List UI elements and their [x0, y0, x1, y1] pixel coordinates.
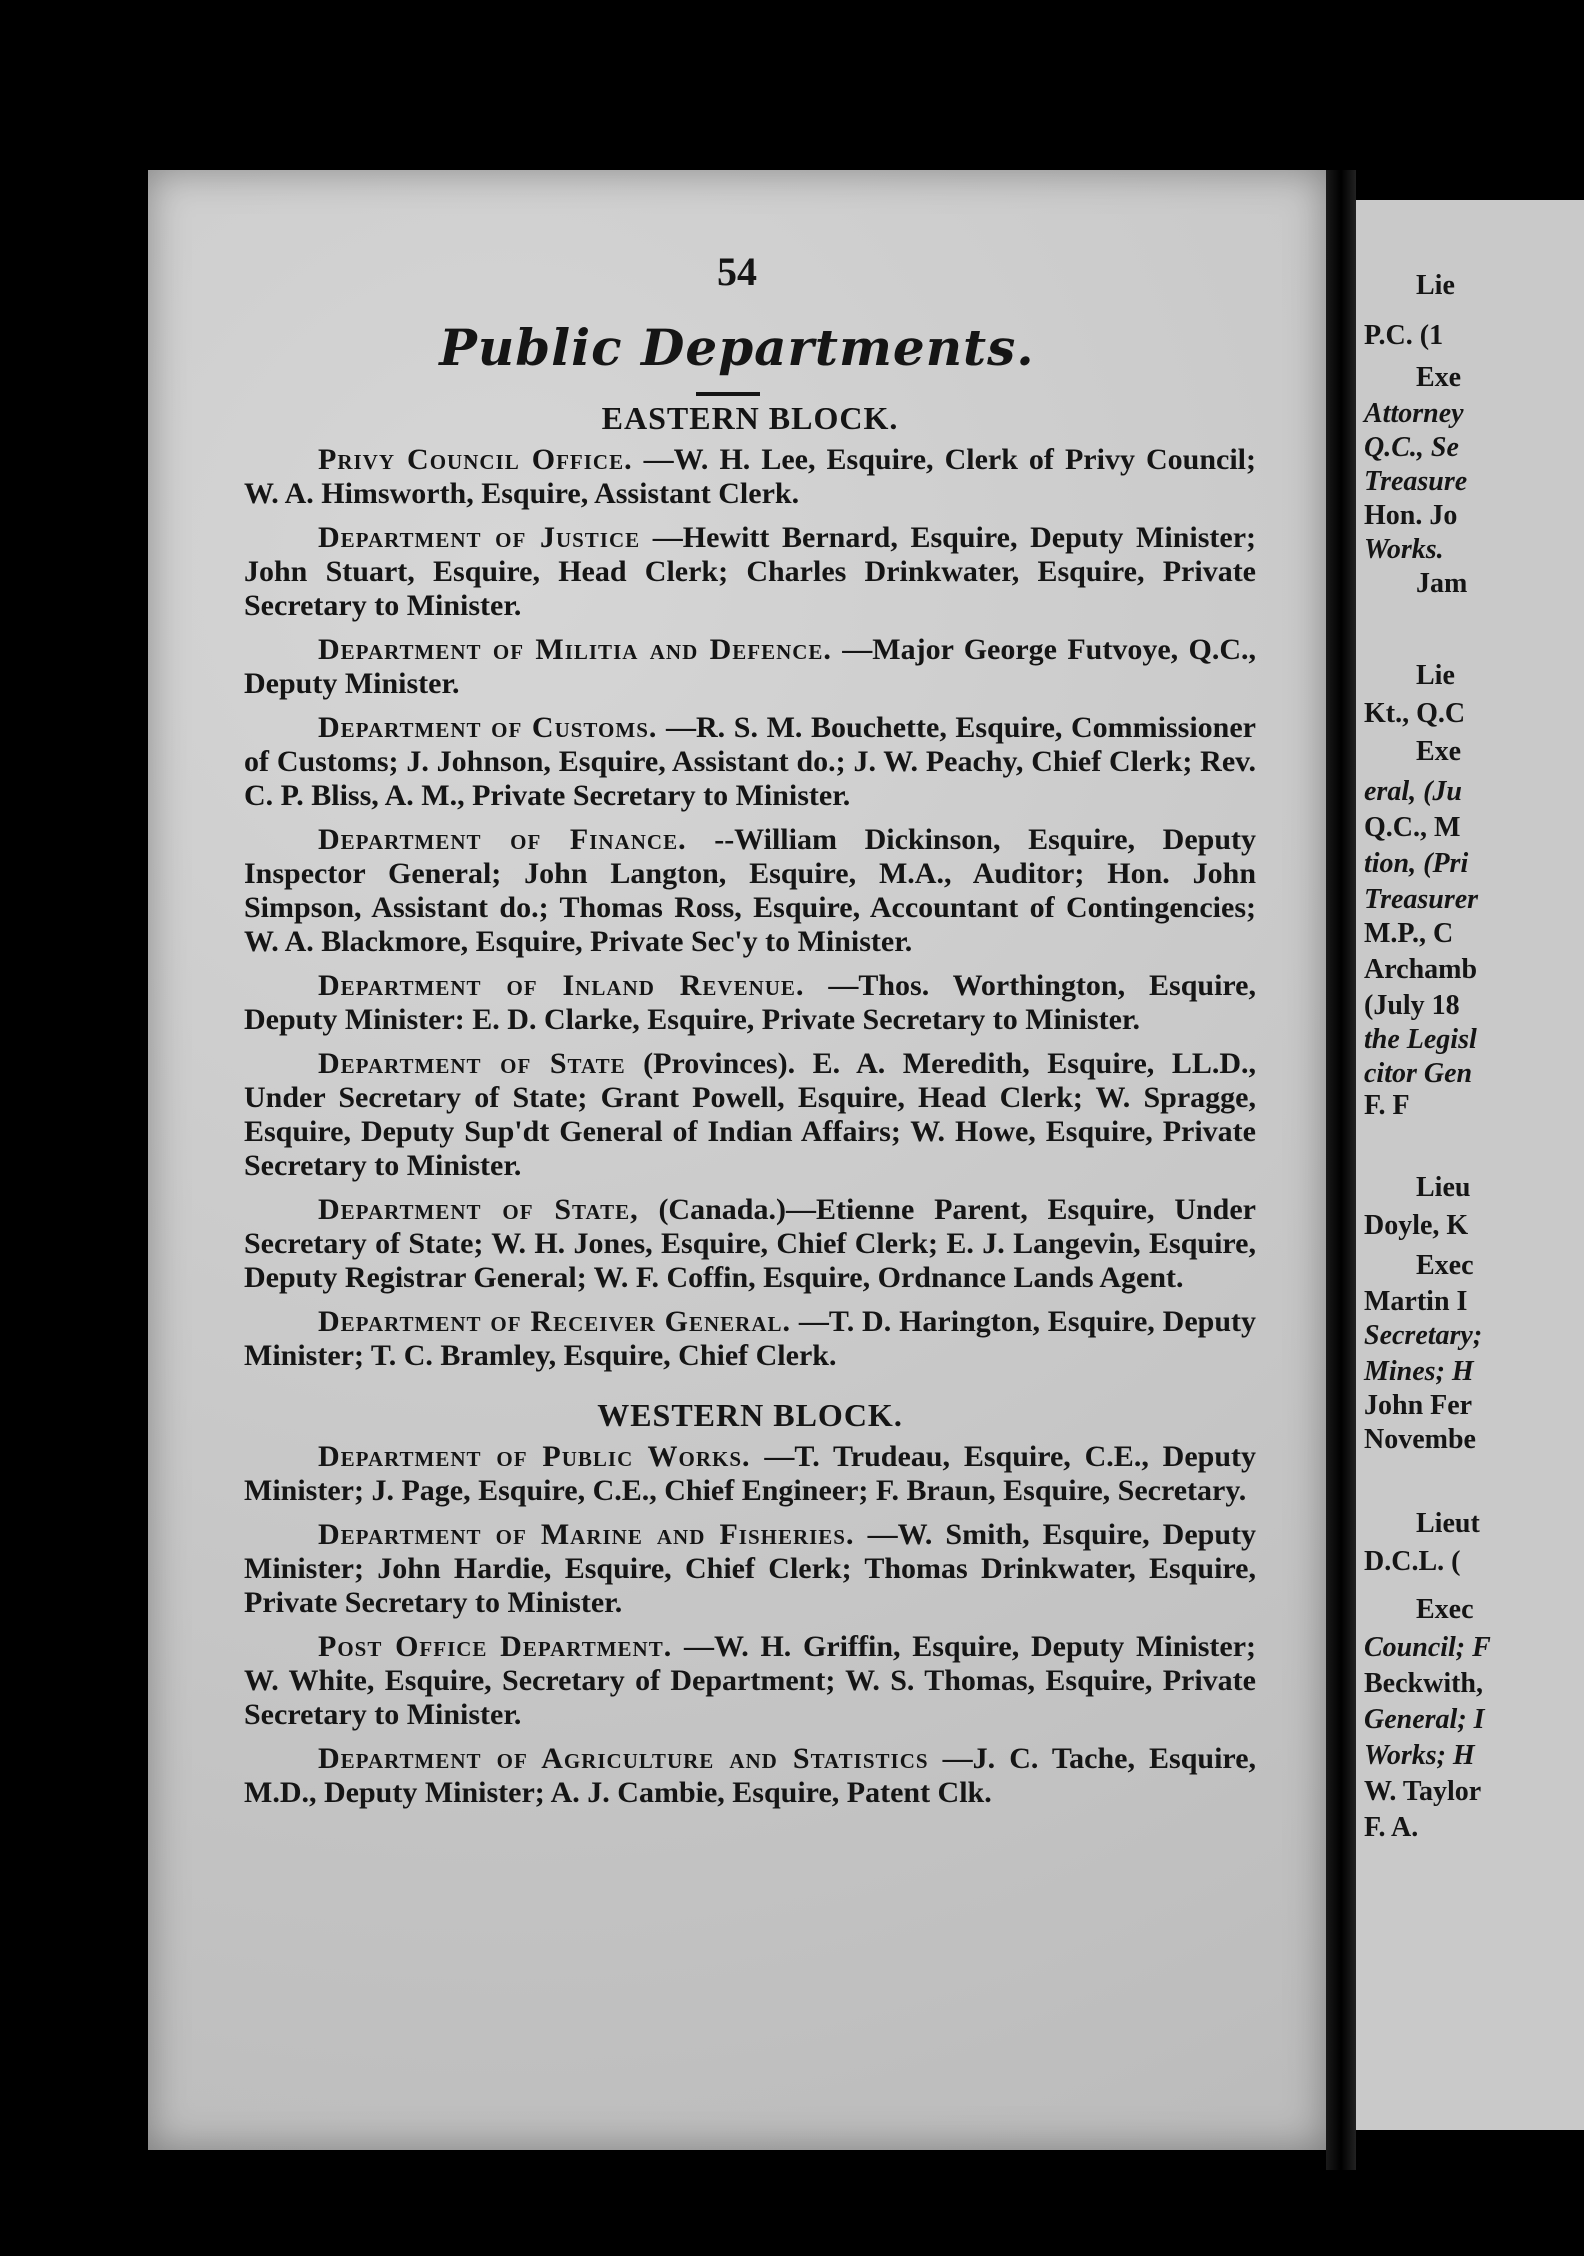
fragment-line: citor Gen: [1364, 1058, 1473, 1089]
fragment-line: P.C. (1: [1364, 320, 1444, 351]
fragment-line: Doyle, K: [1364, 1210, 1469, 1241]
fragment-line: Q.C., Se: [1364, 432, 1459, 463]
department-staff: —T. D. Harington, Esquire, Deputy Minister; T. C. Bramley, Esquire, Chief Clerk.: [244, 1305, 1256, 1372]
department-name: Department of State,: [318, 1193, 639, 1226]
department-staff: —T. Trudeau, Esquire, C.E., Deputy Minister; J. Page, Esquire, C.E., Chief Engineer; F. Braun, Esquire, Secretary.: [244, 1440, 1257, 1507]
department-name: Department of Finance.: [318, 823, 687, 856]
department-entry: [244, 1440, 1256, 1508]
fragment-line: M.P., C: [1364, 918, 1454, 949]
page-heading: Public Departments.: [439, 318, 1035, 377]
department-name: Post Office Department.: [318, 1630, 673, 1663]
fragment-line: Secretary;: [1364, 1320, 1483, 1351]
department-entry: [244, 969, 1256, 1037]
fragment-line: Attorney: [1364, 398, 1464, 429]
fragment-line: Works; H: [1364, 1740, 1475, 1771]
fragment-line: Q.C., M: [1364, 812, 1461, 843]
fragment-line: Martin I: [1364, 1286, 1468, 1317]
fragment-line: Lie: [1416, 270, 1455, 301]
heading-rule: [696, 392, 760, 396]
department-name: Department of Public Works.: [318, 1440, 751, 1473]
department-staff: —Major George Futvoye, Q.C., Deputy Minister.: [244, 633, 1256, 700]
department-staff: (Provinces). E. A. Meredith, Esquire, LL.D., Under Secretary of State; Grant Powell, Esquire, Head Clerk; W. Spragge, Esquire, Deputy Sup'dt General of Indian Affairs; W. Howe, Esquire, Private Secretary to Minister.: [244, 1047, 1257, 1182]
fragment-line: Exe: [1416, 362, 1462, 393]
fragment-line: Exec: [1416, 1594, 1474, 1625]
fragment-line: Lieu: [1416, 1172, 1471, 1203]
fragment-line: F. F: [1364, 1090, 1410, 1121]
department-staff: --William Dickinson, Esquire, Deputy Inspector General; John Langton, Esquire, M.A., Auditor; Hon. John Simpson, Assistant do.; Thomas Ross, Esquire, Accountant of Contingencies; W. A. Blackmore, Esquire, Private Sec'y to Minister.: [244, 823, 1256, 958]
department-name: Department of Marine and Fisheries.: [318, 1518, 855, 1551]
eastern-block-entries: [244, 443, 1256, 1373]
department-entry: [244, 521, 1256, 623]
department-staff: —W. H. Lee, Esquire, Clerk of Privy Council; W. A. Himsworth, Esquire, Assistant Clerk.: [244, 443, 1257, 510]
department-staff: (Canada.)—Etienne Parent, Esquire, Under Secretary of State; W. H. Jones, Esquire, Chief Clerk; E. J. Langevin, Esquire, Deputy Registrar General; W. F. Coffin, Esquire, Ordnance Lands Agent.: [244, 1193, 1256, 1294]
department-staff: —R. S. M. Bouchette, Esquire, Commissioner of Customs; J. Johnson, Esquire, Assistant do.; J. W. Peachy, Chief Clerk; Rev. C. P. Bliss, A. M., Private Secretary to Minister.: [244, 711, 1256, 812]
fragment-line: Archamb: [1364, 954, 1478, 985]
fragment-line: D.C.L. (: [1364, 1546, 1461, 1577]
department-staff: —W. H. Griffin, Esquire, Deputy Minister; W. White, Esquire, Secretary of Department; W. S. Thomas, Esquire, Private Secretary to Minister.: [244, 1630, 1256, 1731]
fragment-line: Hon. Jo: [1364, 500, 1458, 531]
department-name: Department of Customs.: [318, 711, 658, 744]
department-entry: [244, 1742, 1256, 1810]
department-entry: [244, 1193, 1256, 1295]
department-entry: [244, 633, 1256, 701]
fragment-line: John Fer: [1364, 1390, 1473, 1421]
western-block-entries: [244, 1440, 1256, 1810]
fragment-line: eral, (Ju: [1364, 776, 1462, 807]
department-name: Privy Council Office.: [318, 443, 633, 476]
fragment-line: W. Taylor: [1364, 1776, 1482, 1807]
western-block-title: WESTERN BLOCK.: [597, 1397, 903, 1433]
department-name: Department of State: [318, 1047, 626, 1080]
fragment-line: the Legisl: [1364, 1024, 1477, 1055]
fragment-line: Kt., Q.C: [1364, 698, 1466, 729]
department-entry: [244, 443, 1256, 511]
department-entry: [244, 1047, 1256, 1183]
fragment-line: Exec: [1416, 1250, 1474, 1281]
fragment-line: Lieut: [1416, 1508, 1480, 1539]
department-entry: [244, 823, 1256, 959]
fragment-line: F. A.: [1364, 1812, 1419, 1843]
department-name: Department of Receiver General.: [318, 1305, 792, 1338]
page-number: 54: [717, 249, 757, 294]
fragment-line: Council; F: [1364, 1632, 1491, 1663]
department-staff: —W. Smith, Esquire, Deputy Minister; John Hardie, Esquire, Chief Clerk; Thomas Drinkwater, Esquire, Private Secretary to Minister.: [244, 1518, 1257, 1619]
fragment-line: Works.: [1364, 534, 1444, 565]
fragment-line: Treasure: [1364, 466, 1468, 497]
department-name: Department of Inland Revenue.: [318, 969, 805, 1002]
department-staff: —Thos. Worthington, Esquire, Deputy Minister: E. D. Clarke, Esquire, Private Secretary to Minister.: [244, 969, 1257, 1036]
fragment-line: Exe: [1416, 736, 1462, 767]
fragment-line: Novembe: [1364, 1424, 1476, 1455]
department-name: Department of Justice: [318, 521, 641, 554]
department-entry: [244, 711, 1256, 813]
fragment-line: (July 18: [1364, 990, 1460, 1021]
department-entry: [244, 1630, 1256, 1732]
eastern-block-title: EASTERN BLOCK.: [601, 400, 899, 436]
book-gutter: [1326, 170, 1356, 2170]
departments-list: [244, 400, 1256, 1820]
adjacent-page-fragment: [1356, 200, 1584, 2130]
fragment-line: tion, (Pri: [1364, 848, 1469, 879]
fragment-line: Lie: [1416, 660, 1455, 691]
department-entry: [244, 1305, 1256, 1373]
fragment-line: Jam: [1416, 568, 1468, 599]
department-staff: —J. C. Tache, Esquire, M.D., Deputy Minister; A. J. Cambie, Esquire, Patent Clk.: [244, 1742, 1257, 1809]
department-staff: —Hewitt Bernard, Esquire, Deputy Minister; John Stuart, Esquire, Head Clerk; Charles Drinkwater, Esquire, Private Secretary to Minister.: [244, 521, 1257, 622]
fragment-line: Beckwith,: [1364, 1668, 1483, 1699]
department-entry: [244, 1518, 1256, 1620]
fragment-line: General; I: [1364, 1704, 1485, 1735]
department-name: Department of Militia and Defence.: [318, 633, 832, 666]
fragment-line: Treasurer: [1364, 884, 1479, 915]
fragment-line: Mines; H: [1364, 1356, 1474, 1387]
department-name: Department of Agriculture and Statistics: [318, 1742, 929, 1775]
book-page: [148, 170, 1326, 2150]
